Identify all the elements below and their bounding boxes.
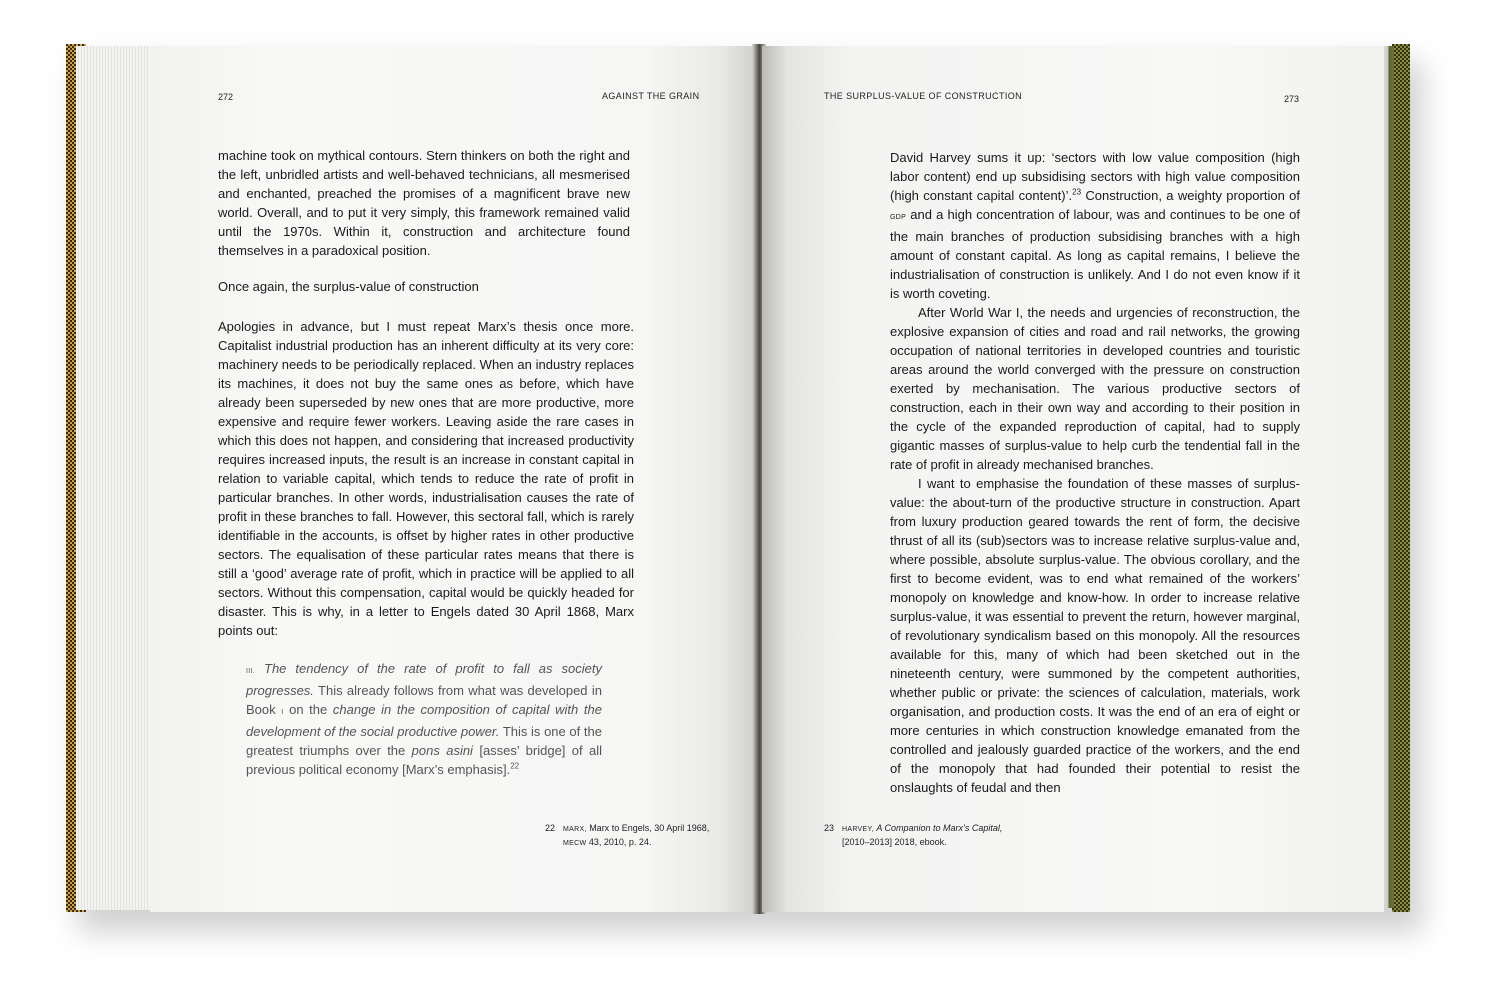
block-quote: III. The tendency of the rate of profit to fall as society progresses. This already follows from what was developed in Book I on the change in the composition of capital with the development of the social productive power. This is one of the greatest triumphs over the pons asini [asses’ bridge] of all previous political economy [Marx’s emphasis].$^{22}$: [246, 661, 602, 777]
left-page: [150, 46, 756, 912]
left-running-head: AGAINST THE GRAIN: [602, 91, 700, 101]
right-running-head: THE SURPLUS-VALUE OF CONSTRUCTION: [824, 91, 1023, 101]
left-paragraph-1: machine took on mythical contours. Stern thinkers on both the right and the left, unbridled artists and well-behaved technicians, all mesmerised and enchanted, preached the promises of a magnificent brave new world. Overall, and to put it very simply, this framework remained valid until the 1970s. Within it, construction and architecture found themselves in a paradoxical position.: [218, 148, 630, 258]
footnote-23: 23 HARVEY, A Companion to Marx’s Capital, [2010–2013] 2018, ebook.: [824, 823, 1003, 847]
right-page: [762, 46, 1384, 912]
right-paragraph-2: After World War I, the needs and urgencies of reconstruction, the explosive expansion of cities and road and rail networks, the growing occupation of national territories in developed countries and touristic areas around the world converged with the pressure on construction exerted by mechanisation. The various productive sectors of construction, each in their own way and according to their position in the cycle of the expanded reproduction of capital, had to supply gigantic masses of surplus-value to help curb the tendential fall in the rate of profit in already mechanised branches.: [890, 305, 1300, 472]
page-block-left: [76, 46, 158, 910]
footnote-22: 22 MARX, Marx to Engels, 30 April 1968, MECW 43, 2010, p. 24.: [545, 823, 710, 847]
right-paragraph-1: David Harvey sums it up: ‘sectors with low value composition (high labor content) end up subsidising sectors with high value composition (high constant capital content)’.$^{23}$ Construction, a weighty proportion of GDP and a high concentration of labour, was and continues to be one of the main branches of production subsidising branches with a high amount of constant capital. As long as capital remains, I believe the industrialisation of construction is unlikely. And I do not even know if it is worth coveting. After World War I, the needs and urgencies of reconstruction, the explosive expansion of cities and road and rail networks, the growing occupation of national territories in developed countries and touristic areas around the world converged with the pressure on construction exerted by mechanisation. The various productive sectors of construction, each in their own way and according to their position in the cycle of the expanded reproduction of capital, had to supply gigantic masses of surplus-value to help curb the tendential fall in the rate of profit in already mechanised branches. I want to emphasise the foundation of these masses of surplus-value: the about-turn of the productive structure in construction. Apart from luxury production geared towards the rent of form, the decisive thrust of all its (sub)sectors was to increase relative surplus-value and, where possible, absolute surplus-value. The obvious corollary, and the first to become evident, was to end what remained of the workers’ monopoly on knowledge and know-how. In order to increase relative surplus-value, it was essential to prevent the return, however marginal, of revolutionary syndicalism based on this monopoly. All the resources available for this, many of which had been sketched out in the nineteenth century, were summoned by the competent authorities, whether public or private: the sciences of calculation, materials, work organisation, and production costs. It was the end of an era of eight or more centuries in which construction knowledge emanated from the controlled and jealously guarded practice of the workers, and the end of the monopoly that had founded their potential to resist the onslaughts of feudal and then: [890, 150, 1300, 795]
footnote-ref-23: 23: [1072, 187, 1082, 197]
left-folio: 272: [218, 92, 234, 102]
cover-right-edge: [1392, 44, 1410, 912]
right-paragraph-3: I want to emphasise the foundation of these masses of surplus-value: the about-turn of the productive structure in construction. Apart from luxury production geared towards the rent of form, the decisive thrust of all its (sub)sectors was to increase relative surplus-value and, where possible, absolute surplus-value. The obvious corollary, and the first to become evident, was to end what remained of the workers’ monopoly on knowledge and know-how. In order to increase relative surplus-value, it was essential to prevent the return, however marginal, of revolutionary syndicalism based on this monopoly. All the resources available for this, many of which had been sketched out in the nineteenth century, were summoned by the competent authorities, whether public or private: the sciences of calculation, materials, work organisation, and production costs. It was the end of an era of eight or more centuries in which construction knowledge emanated from the controlled and jealously guarded practice of the workers, and the end of the monopoly that had founded their potential to resist the onslaughts of feudal and then: [890, 476, 1300, 795]
section-heading: Once again, the surplus-value of construction: [218, 279, 479, 294]
left-paragraph-2: Apologies in advance, but I must repeat Marx’s thesis once more. Capitalist industrial production has an inherent difficulty at its very core: machinery needs to be periodically replaced. When an industry replaces its machines, it does not buy the same ones as before, which have already been superseded by new ones that are more productive, more expensive and require fewer workers. Leaving aside the rare cases in which this does not happen, and considering that increased productivity requires increased inputs, the result is an increase in constant capital in relation to variable capital, which tends to reduce the rate of profit in particular branches. In other words, industrialisation causes the rate of profit in these branches to fall. However, this sectoral fall, which is rarely identifiable in the accounts, is offset by higher rates in other productive sectors. The equalisation of these particular rates means that there is still a ‘good’ average rate of profit, which in practice will be applied to all sectors. Without this compensation, capital would be quickly headed for disaster. This is why, in a letter to Engels dated 30 April 1868, Marx points out:: [218, 319, 634, 638]
footnote-ref-22: 22: [510, 761, 520, 771]
right-folio: 273: [1284, 94, 1300, 104]
